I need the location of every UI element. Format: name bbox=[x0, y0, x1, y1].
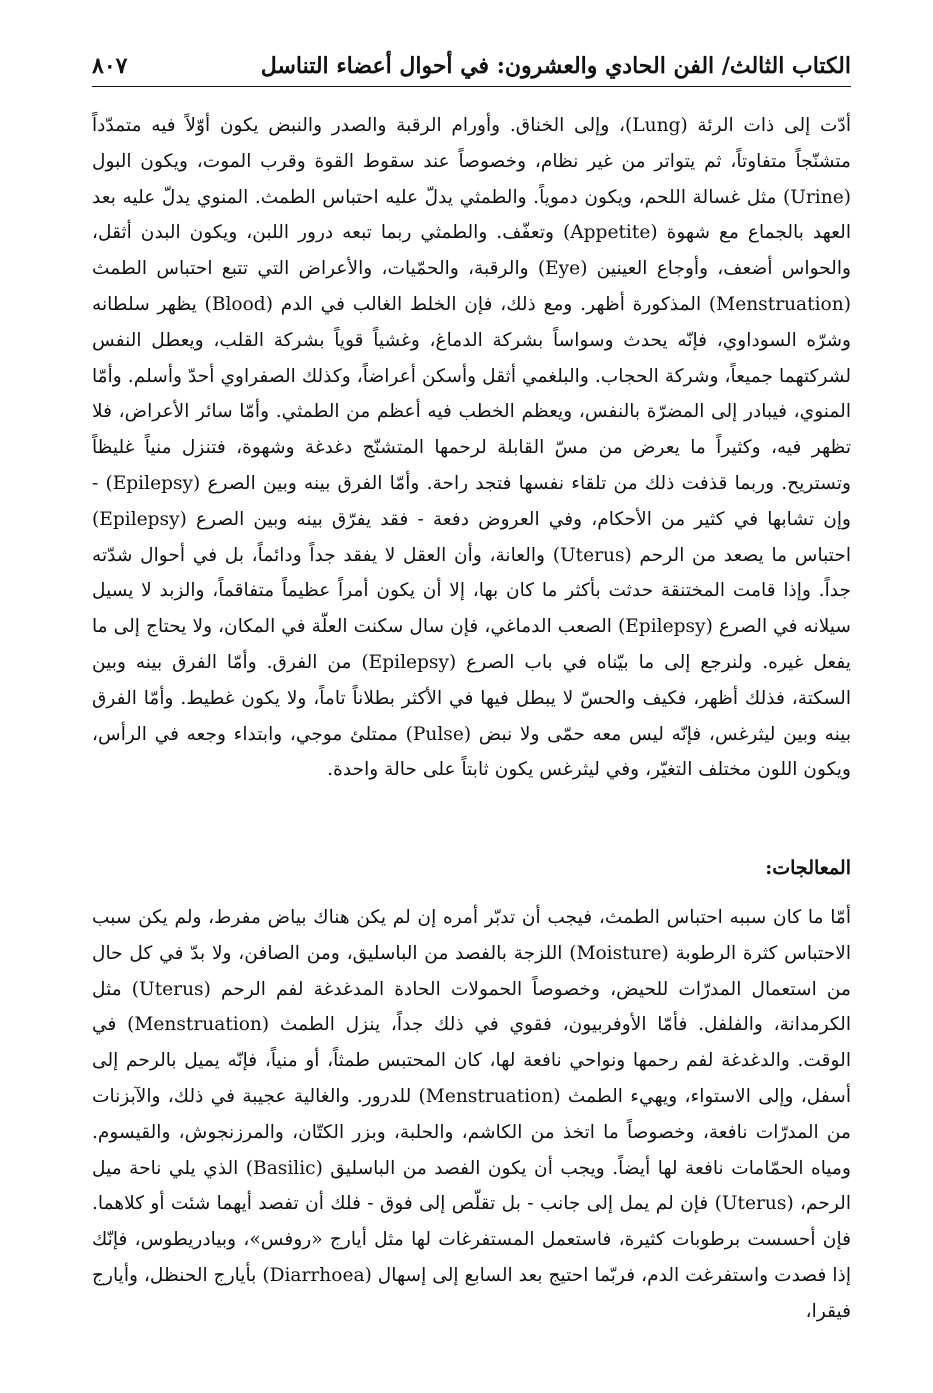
running-header bbox=[92, 46, 851, 87]
treatment-text-block bbox=[92, 900, 851, 1330]
main-text-block bbox=[92, 108, 851, 788]
paragraph-symptoms: أدّت إلى ذات الرئة (Lung)، وإلى الخناق. وأورام الرقبة والصدر والنبض يكون أوّلاً فيه متمدّداً متشنّجاً متفاوتاً، ثم يتواتر من غير نظام، وخصوصاً عند سقوط القوة وقرب الموت، ويكون البول (Urine) مثل غسالة اللحم، ويكون دموياً. والطمثي يدلّ عليه احتباس الطمث. المنوي يدلّ عليه بعد العهد بالجماع مع شهوة (Appetite) وتعفّف. والطمثي ربما تبعه درور اللبن، ويكون البدن أثقل، والحواس أضعف، وأوجاع العينين (Eye) والرقبة، والحمّيات، والأعراض التي تتبع احتباس الطمث (Menstruation) المذكورة أظهر. ومع ذلك، فإن الخلط الغالب في الدم (Blood) يظهر سلطانه وشرّه السوداوي، فإنّه يحدث وسواساً بشركة الدماغ، وغشياً قوياً بشركة القلب، ويعطل النفس لشركتهما جميعاً، وشركة الحجاب. والبلغمي أثقل وأسكن أعراضاً، وكذلك الصفراوي أحدّ وأسلم. وأمّا المنوي، فيبادر إلى المضرّة بالنفس، ويعظم الخطب فيه أعظم من الطمثي. وأمّا سائر الأعراض، فلا تظهر فيه، وكثيراً ما يعرض من مسّ القابلة لرحمها المتشنّج دغدغة وشهوة، فتنزل منياً غليظاً وتستريح. وربما قذفت ذلك من تلقاء نفسها فتجد راحة. وأمّا الفرق بينه وبين الصرع (Epilepsy) - وإن تشابها في كثير من الأحكام، وفي العروض دفعة - فقد يفرّق بينه وبين الصرع (Epilepsy) احتباس ما يصعد من الرحم (Uterus) والعانة، وأن العقل لا يفقد جداً ودائماً، بل في أحوال شدّته جداً. وإذا قامت المختنقة حدثت بأكثر ما كان بها، إلا أن يكون أمراً عظيماً متفاقماً، والزبد لا يسيل سيلانه في الصرع (Epilepsy) الصعب الدماغي، فإن سال سكنت العلّة في المكان، ولا يحتاج إلى ما يفعل غيره. ولنرجع إلى ما بيّناه في باب الصرع (Epilepsy) من الفرق. وأمّا الفرق بينه وبين السكتة، فذلك أظهر، فكيف والحسّ لا يبطل فيها في الأكثر بطلاناً تاماً، ولا يكون غطيط. وأمّا الفرق بينه وبين ليثرغس، فإنّه ليس معه حمّى ولا نبض (Pulse) ممتلئ موجي، وابتداء وجعه في الرأس، ويكون اللون مختلف التغيّر، وفي ليثرغس يكون ثابتاً على حالة واحدة. bbox=[92, 115, 851, 781]
section-heading-treatments: المعالجات: bbox=[765, 857, 851, 879]
paragraph-treatments: أمّا ما كان سببه احتباس الطمث، فيجب أن تدبّر أمره إن لم يكن هناك بياض مفرط، ولم يكن سبب الاحتباس كثرة الرطوبة (Moisture) اللزجة بالفصد من الباسليق، ومن الصافن، ولا بدّ في كل حال من استعمال المدرّات للحيض، وخصوصاً الحمولات الحادة المدغدغة لفم الرحم (Uterus) مثل الكرمدانة، والفلفل. فأمّا الأوفربيون، فقوي في ذلك جداً، ينزل الطمث (Menstruation) في الوقت. والدغدغة لفم رحمها ونواحي نافعة لها، كان المحتبس طمثاً، أو منياً، فإنّه يميل بالرحم إلى أسفل، وإلى الاستواء، ويهيء الطمث (Menstruation) للدرور. والغالية عجيبة في ذلك، والآبزنات من المدرّات نافعة، وخصوصاً ما اتخذ من الكاشم، والحلبة، وبزر الكتّان، والمرزنجوش، والقيسوم. ومياه الحمّامات نافعة لها أيضاً. ويجب أن يكون الفصد من الباسليق (Basilic) الذي يلي ناحة ميل الرحم، (Uterus) فإن لم يمل إلى جانب - بل تقلّص إلى فوق - فلك أن تفصد أيهما شئت أو كلاهما. فإن أحسست برطوبات كثيرة، فاستعمل المستفرغات لها مثل أيارج «روفس»، وبيادريطوس، فإنّك إذا فصدت واستفرغت الدم، فربّما احتيج بعد السابع إلى إسهال (Diarrhoea) بأيارج الحنظل، وأيارج فيقرا، bbox=[92, 907, 852, 1322]
page-number: ٨٠٧ bbox=[92, 53, 128, 79]
chapter-title: الكتاب الثالث/ الفن الحادي والعشرون: في أحوال أعضاء التناسل bbox=[260, 53, 851, 79]
